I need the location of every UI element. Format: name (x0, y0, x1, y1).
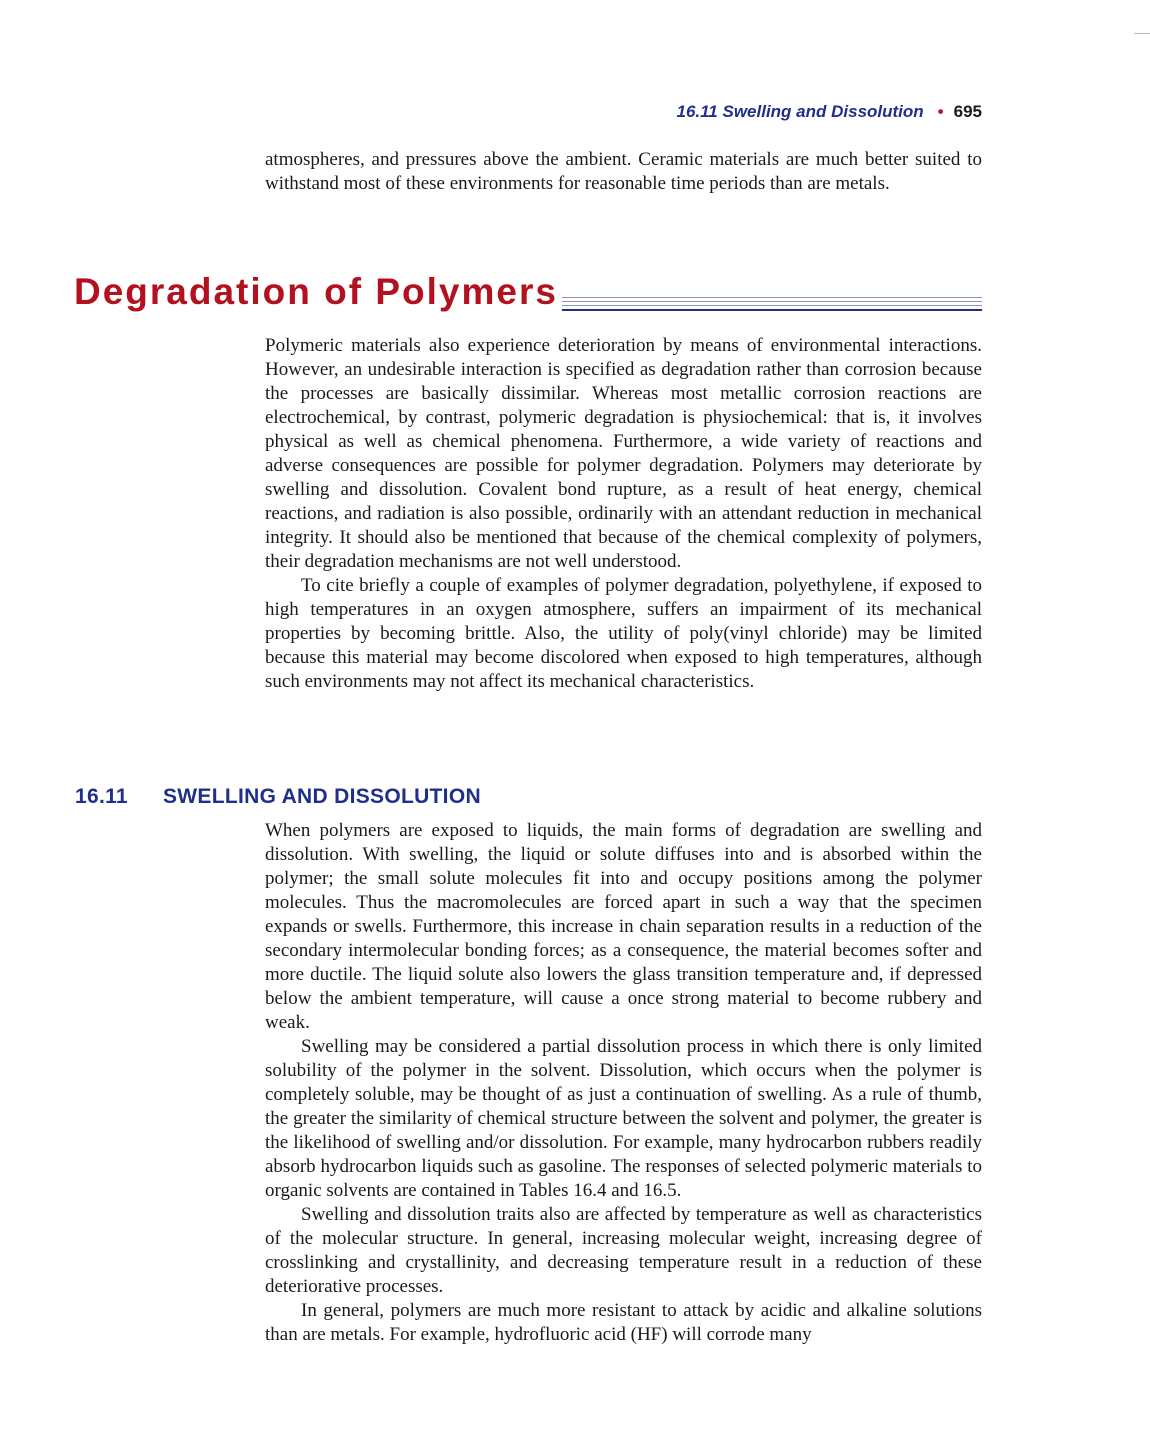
section-title: SWELLING AND DISSOLUTION (163, 785, 481, 808)
section-text-block (265, 819, 982, 1347)
section-paragraph-1: When polymers are exposed to liquids, the main forms of degradation are swelling and dissolution. With swelling, the liquid or solute diffuses into and is absorbed within the polymer; the small solute molecules fit into and occupy positions among the polymer molecules. Thus the macromolecules are forced apart in such a way that the specimen expands or swells. Furthermore, this increase in chain separation results in a reduction of the secondary intermolecular bonding forces; as a consequence, the material becomes softer and more ductile. The liquid solute also lowers the glass transition temperature and, if depressed below the ambient temperature, will cause a once strong material to become rubbery and weak. (265, 820, 982, 1033)
section-number: 16.11 (75, 785, 128, 808)
major-heading-title: Degradation of Polymers (74, 270, 562, 314)
page-number: 695 (953, 102, 982, 121)
running-head-bullet: • (937, 102, 944, 121)
major-heading (74, 270, 982, 316)
section-paragraph-2: Swelling may be considered a partial dissolution process in which there is only limited solubility of the polymer in the solvent. Dissolution, which occurs when the polymer is completely soluble, may be thought of as just a continuation of swelling. As a rule of thumb, the greater the similarity of chemical structure between the solvent and polymer, the greater is the likelihood of swelling and/or dissolution. For example, many hydrocarbon rubbers readily absorb hydrocarbon liquids such as gasoline. The responses of selected polymeric materials to organic solvents are contained in Tables 16.4 and 16.5. (265, 1036, 982, 1201)
intro-text-block (265, 148, 982, 196)
running-head (676, 102, 982, 122)
corner-mark (1134, 33, 1150, 34)
running-head-title: 16.11 Swelling and Dissolution (676, 102, 924, 121)
intro-paragraph: atmospheres, and pressures above the ambient. Ceramic materials are much better suited to withstand most of these environments for reasonable time periods than are metals. (265, 149, 982, 194)
degradation-paragraph-1: Polymeric materials also experience deterioration by means of environmental interactions. However, an undesirable interaction is specified as degradation rather than corrosion because the processes are basically dissimilar. Whereas most metallic corrosion reactions are electrochemical, by contrast, polymeric degradation is physiochemical: that is, it involves physical as well as chemical phenomena. Furthermore, a wide variety of reactions and adverse consequences are possible for polymer degradation. Polymers may deteriorate by swelling and dissolution. Covalent bond rupture, as a result of heat energy, chemical reactions, and radiation is also possible, ordinarily with an attendant reduction in mechanical integrity. It should also be mentioned that because of the chemical complexity of polymers, their degradation mechanisms are not well understood. (265, 335, 982, 572)
section-paragraph-4: In general, polymers are much more resistant to attack by acidic and alkaline solutions than are metals. For example, hydrofluoric acid (HF) will corrode many (265, 1300, 982, 1345)
section-heading (75, 785, 481, 809)
section-paragraph-3: Swelling and dissolution traits also are affected by temperature as well as characteristics of the molecular structure. In general, increasing molecular weight, increasing degree of crosslinking and crystallinity, and decreasing temperature result in a reduction of these deteriorative processes. (265, 1204, 982, 1297)
degradation-paragraph-2: To cite briefly a couple of examples of polymer degradation, polyethylene, if exposed to high temperatures in an oxygen atmosphere, suffers an impairment of its mechanical properties by becoming brittle. Also, the utility of poly(vinyl chloride) may be limited because this material may become discolored when exposed to high temperatures, although such environments may not affect its mechanical characteristics. (265, 575, 982, 692)
degradation-text-block (265, 334, 982, 694)
